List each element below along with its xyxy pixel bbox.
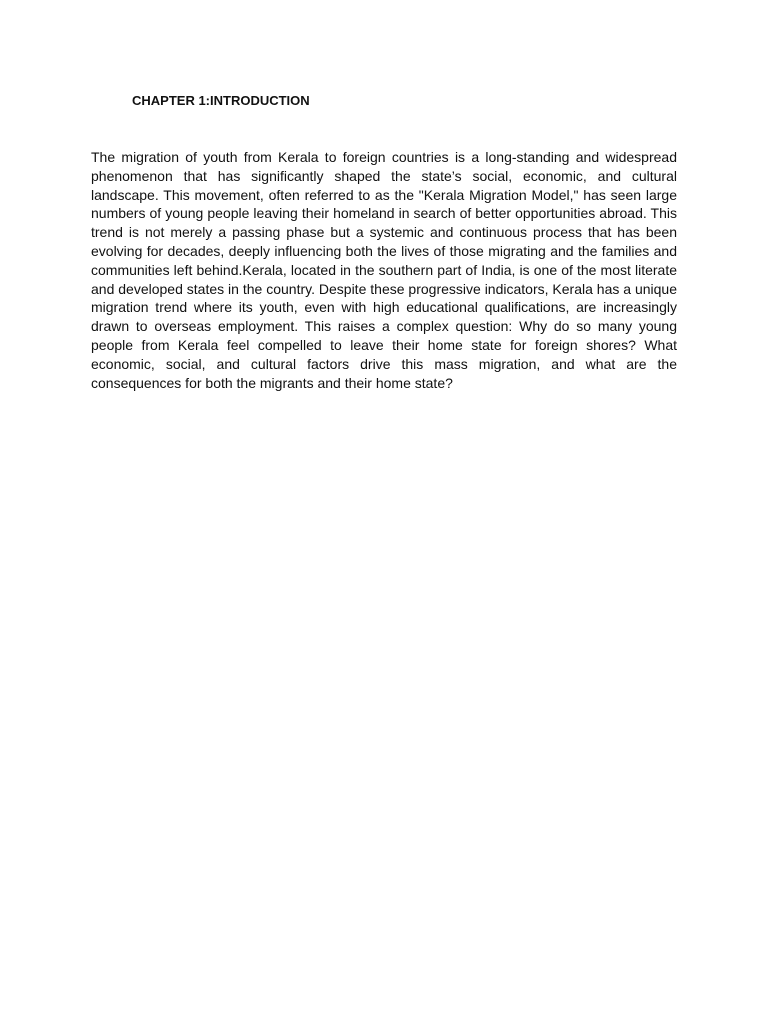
chapter-title: CHAPTER 1:INTRODUCTION [132, 93, 310, 108]
introduction-paragraph: The migration of youth from Kerala to foreign countries is a long-standing and widespread phenomenon that has significantly shaped the state’s social, economic, and cultural landscape. This movement, often referred to as the "Kerala Migration Model," has seen large numbers of young people leaving their homeland in search of better opportunities abroad. This trend is not merely a passing phase but a systemic and continuous process that has been evolving for decades, deeply influencing both the lives of those migrating and the families and communities left behind.Kerala, located in the southern part of India, is one of the most literate and developed states in the country. Despite these progressive indicators, Kerala has a unique migration trend where its youth, even with high educational qualifications, are increasingly drawn to overseas employment. This raises a complex question: Why do so many young people from Kerala feel compelled to leave their home state for foreign shores? What economic, social, and cultural factors drive this mass migration, and what are the consequences for both the migrants and their home state? [91, 149, 677, 391]
